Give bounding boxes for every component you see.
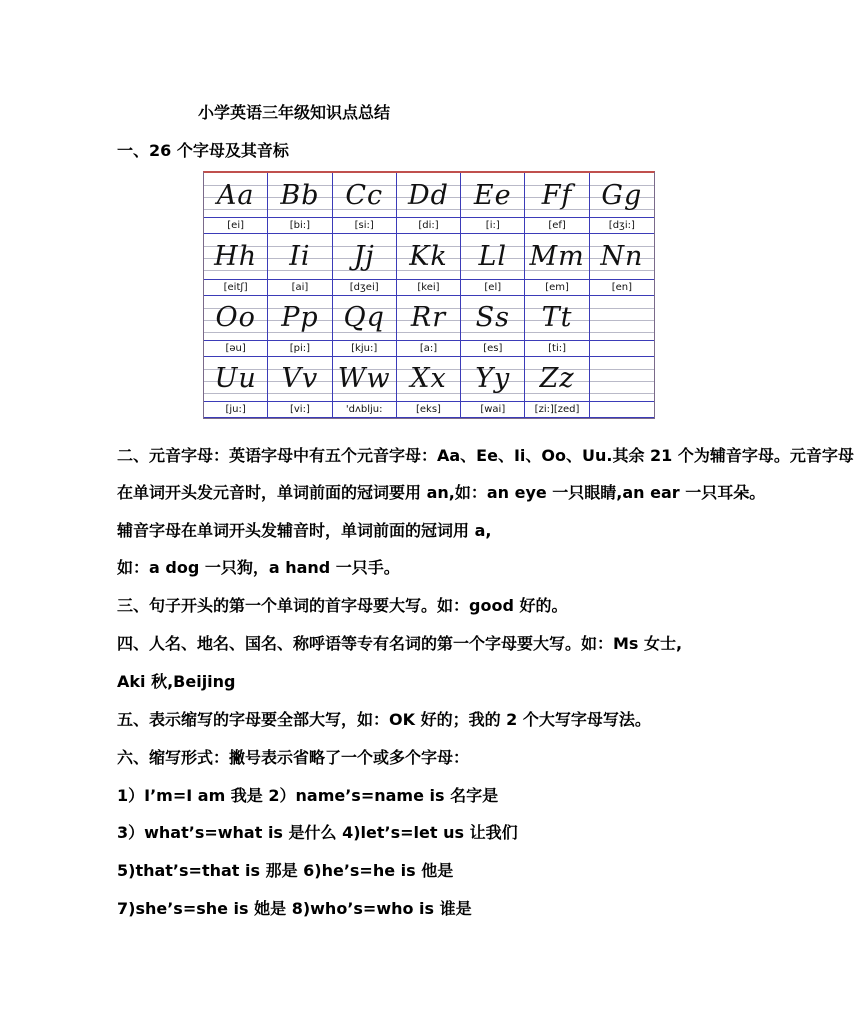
letter-writing-lines [397,296,460,340]
section-heading-alphabet: 一、26 个字母及其音标 [117,141,289,160]
alphabet-cell [461,234,525,295]
letter-writing-lines [397,234,460,278]
letter-pair: Qq [343,302,385,334]
letter-pair: Yy [475,363,511,395]
letter-pair: Pp [281,302,319,334]
letter-pair: Oo [215,302,256,334]
phonetic-symbol: [kei] [397,279,460,295]
letter-pair: Zz [539,363,575,395]
alphabet-cell [204,173,268,234]
letter-pair: Dd [408,179,449,211]
phonetic-symbol [590,340,654,356]
phonetic-symbol: [əu] [204,340,267,356]
letter-writing-lines [268,357,331,401]
phonetic-symbol: [ai] [268,279,331,295]
paragraph-line-7: Aki 秋,Beijing [117,672,236,691]
phonetic-symbol: [es] [461,340,524,356]
letter-writing-lines [525,173,588,217]
paragraph-line-9: 六、缩写形式：撇号表示省略了一个或多个字母： [117,748,470,767]
letter-pair: Vv [281,363,319,395]
phonetic-symbol: [dʒi:] [590,217,654,233]
letter-writing-lines [461,234,524,278]
letter-writing-lines [204,234,267,278]
phonetic-symbol: [ju:] [204,401,267,417]
letter-pair: Nn [600,240,644,272]
alphabet-cell [204,296,268,357]
paragraph-line-4: 如：a dog 一只狗，a hand 一只手。 [117,558,400,577]
alphabet-cell [525,296,589,357]
alphabet-cell [268,173,332,234]
phonetic-symbol: [ei] [204,217,267,233]
letter-pair: Cc [345,179,384,211]
phonetic-symbol: [kju:] [333,340,396,356]
alphabet-cell [525,357,589,418]
letter-pair: Xx [410,363,447,395]
paragraph-line-8: 五、表示缩写的字母要全部大写，如：OK 好的；我的 2 个大写字母写法。 [117,710,651,729]
letter-writing-lines [333,357,396,401]
alphabet-cell [461,357,525,418]
phonetic-symbol: [wai] [461,401,524,417]
contraction-line-1: 1）I’m=I am 我是 2）name’s=name is 名字是 [117,786,499,805]
letter-writing-lines [204,296,267,340]
page-title: 小学英语三年级知识点总结 [198,103,391,122]
letter-writing-lines [268,234,331,278]
alphabet-cell [461,296,525,357]
alphabet-cell [525,173,589,234]
alphabet-cell [333,296,397,357]
letter-writing-lines [333,234,396,278]
alphabet-cell [204,234,268,295]
letter-writing-lines [590,296,654,340]
letter-writing-lines [397,357,460,401]
letter-pair: Ee [473,179,512,211]
letter-pair: Ss [475,302,510,334]
phonetic-symbol: [dʒei] [333,279,396,295]
letter-pair: Ff [541,179,573,211]
phonetic-symbol: [zi:][zed] [525,401,588,417]
phonetic-symbol: [si:] [333,217,396,233]
letter-writing-lines [397,173,460,217]
letter-pair: Ww [337,363,391,395]
alphabet-cell [397,296,461,357]
letter-pair: Gg [601,179,643,211]
alphabet-cell [590,234,654,295]
alphabet-cell [333,357,397,418]
alphabet-chart [203,171,655,419]
alphabet-cell [268,234,332,295]
letter-pair: Ii [289,240,311,272]
phonetic-symbol: [vi:] [268,401,331,417]
letter-pair: Aa [216,179,255,211]
letter-writing-lines [333,173,396,217]
letter-pair: Mm [529,240,585,272]
alphabet-cell [461,173,525,234]
letter-writing-lines [268,296,331,340]
phonetic-symbol: [eitʃ] [204,279,267,295]
letter-pair: Bb [280,179,320,211]
letter-writing-lines [525,234,588,278]
contraction-line-4: 7)she’s=she is 她是 8)who’s=who is 谁是 [117,899,472,918]
phonetic-symbol [590,401,654,417]
alphabet-cell [204,357,268,418]
letter-pair: Tt [541,302,573,334]
alphabet-cell [333,173,397,234]
phonetic-symbol: [pi:] [268,340,331,356]
alphabet-cell [268,357,332,418]
letter-pair: Kk [409,240,448,272]
paragraph-line-2: 在单词开头发元音时，单词前面的冠词要用 an,如：an eye 一只眼睛,an ear 一只耳朵。 [117,483,766,502]
letter-writing-lines [461,357,524,401]
letter-writing-lines [590,357,654,401]
paragraph-line-1: 二、元音字母：英语字母中有五个元音字母：Aa、Ee、Ii、Oo、Uu.其余 21 个为辅音字母。元音字母 [117,446,854,465]
paragraph-line-5: 三、句子开头的第一个单词的首字母要大写。如：good 好的。 [117,596,568,615]
letter-pair: Ll [478,240,508,272]
phonetic-symbol: 'dʌblju: [333,401,396,417]
alphabet-cell [590,296,654,357]
letter-writing-lines [525,296,588,340]
alphabet-cell [397,234,461,295]
letter-writing-lines [333,296,396,340]
contraction-line-3: 5)that’s=that is 那是 6)he’s=he is 他是 [117,861,454,880]
alphabet-cell [397,173,461,234]
phonetic-symbol: [ef] [525,217,588,233]
phonetic-symbol: [en] [590,279,654,295]
letter-writing-lines [204,357,267,401]
phonetic-symbol: [bi:] [268,217,331,233]
letter-writing-lines [461,296,524,340]
letter-pair: Jj [353,240,375,272]
letter-writing-lines [590,234,654,278]
phonetic-symbol: [di:] [397,217,460,233]
alphabet-cell [590,357,654,418]
letter-writing-lines [590,173,654,217]
paragraph-line-6: 四、人名、地名、国名、称呼语等专有名词的第一个字母要大写。如：Ms 女士, [117,634,683,653]
paragraph-line-3: 辅音字母在单词开头发辅音时，单词前面的冠词用 a, [117,521,492,540]
alphabet-cell [590,173,654,234]
alphabet-cell [268,296,332,357]
phonetic-symbol: [ti:] [525,340,588,356]
phonetic-symbol: [i:] [461,217,524,233]
letter-pair: Rr [410,302,447,334]
letter-pair: Uu [214,363,257,395]
letter-writing-lines [525,357,588,401]
phonetic-symbol: [eks] [397,401,460,417]
letter-writing-lines [204,173,267,217]
letter-writing-lines [461,173,524,217]
letter-writing-lines [268,173,331,217]
phonetic-symbol: [em] [525,279,588,295]
alphabet-cell [397,357,461,418]
phonetic-symbol: [a:] [397,340,460,356]
contraction-line-2: 3）what’s=what is 是什么 4)let’s=let us 让我们 [117,823,518,842]
letter-pair: Hh [214,240,258,272]
phonetic-symbol: [el] [461,279,524,295]
alphabet-cell [525,234,589,295]
alphabet-cell [333,234,397,295]
